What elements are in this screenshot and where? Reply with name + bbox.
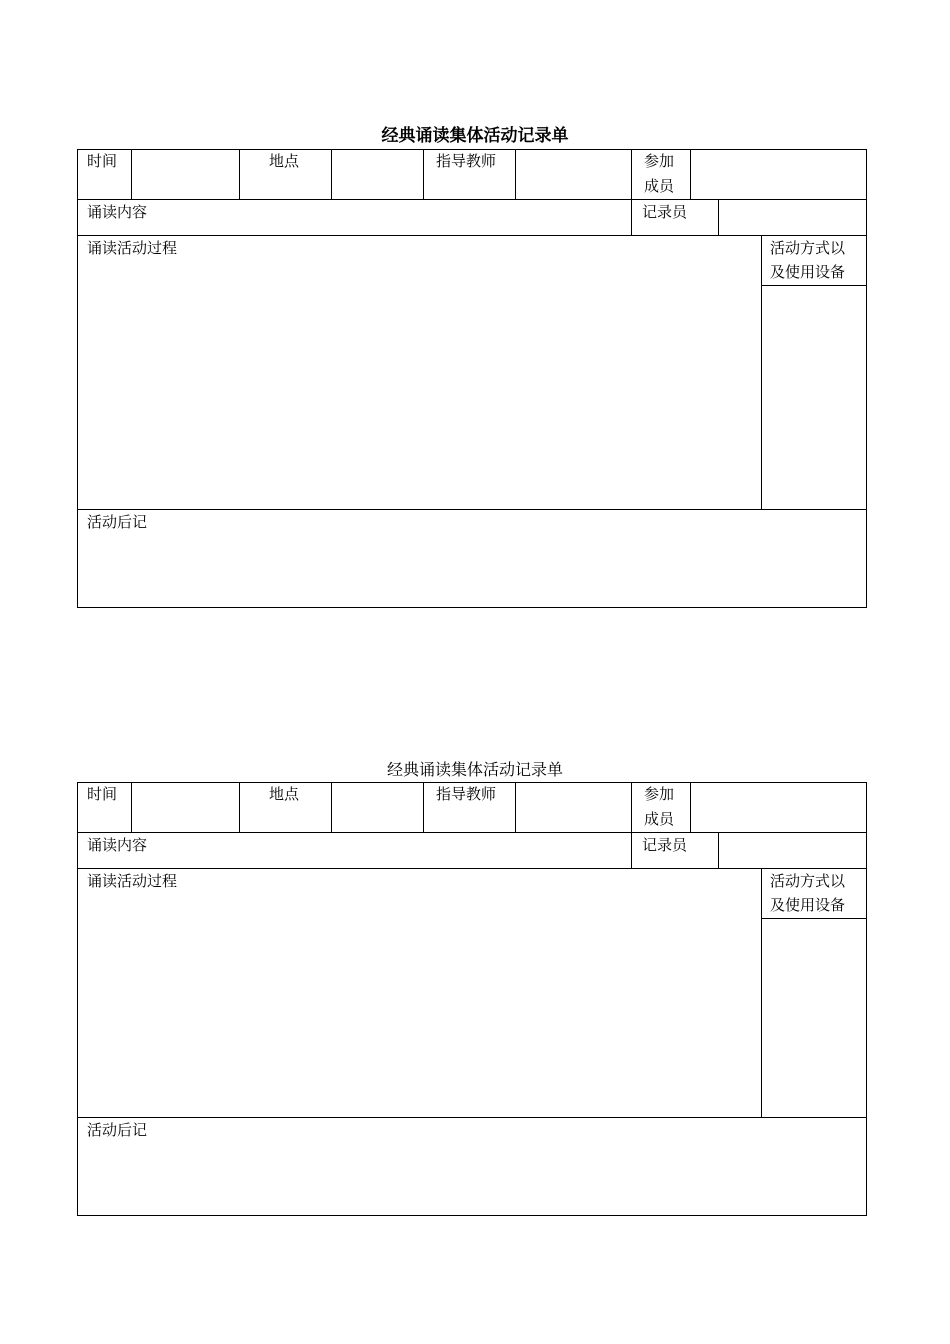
col-divider [515, 782, 516, 832]
time-label: 时间 [87, 785, 118, 803]
teacher-label: 指导教师 [436, 785, 497, 803]
col-divider [690, 782, 691, 832]
method-label-line1: 活动方式以 [770, 872, 846, 890]
process-label: 诵读活动过程 [87, 239, 178, 257]
record-form-table [77, 782, 867, 1216]
col-divider [718, 199, 719, 235]
col-divider [515, 149, 516, 199]
method-label-line2: 及使用设备 [770, 896, 846, 914]
process-label: 诵读活动过程 [87, 872, 178, 890]
location-label: 地点 [269, 152, 300, 170]
table-border-bottom [77, 607, 867, 608]
table-border-left [77, 149, 78, 608]
recorder-label: 记录员 [642, 203, 688, 221]
form-title: 经典诵读集体活动记录单 [381, 126, 569, 146]
col-divider [131, 782, 132, 832]
row-divider [77, 509, 867, 510]
col-divider [331, 149, 332, 199]
col-divider [239, 782, 240, 832]
participants-label-line2: 成员 [644, 177, 675, 195]
col-divider [423, 782, 424, 832]
notes-label: 活动后记 [87, 1121, 148, 1139]
col-divider [690, 149, 691, 199]
participants-label-line1: 参加 [644, 785, 675, 803]
row-divider [77, 235, 867, 236]
form-title: 经典诵读集体活动记录单 [386, 760, 563, 779]
teacher-label: 指导教师 [436, 152, 497, 170]
col-divider [131, 149, 132, 199]
notes-label: 活动后记 [87, 513, 148, 531]
record-form-table [77, 149, 867, 608]
col-divider [631, 782, 632, 868]
col-divider [761, 235, 762, 509]
method-label-line2: 及使用设备 [770, 263, 846, 281]
col-divider [718, 832, 719, 868]
table-border-right [866, 149, 867, 608]
col-divider [331, 782, 332, 832]
cell-divider [761, 918, 867, 919]
content-label: 诵读内容 [87, 203, 148, 221]
row-divider [77, 868, 867, 869]
col-divider [239, 149, 240, 199]
table-border-left [77, 782, 78, 1216]
table-border-right [866, 782, 867, 1216]
participants-label-line1: 参加 [644, 152, 675, 170]
row-divider [77, 1117, 867, 1118]
content-label: 诵读内容 [87, 836, 148, 854]
col-divider [761, 868, 762, 1117]
row-divider [77, 199, 867, 200]
cell-divider [761, 285, 867, 286]
col-divider [423, 149, 424, 199]
table-border-bottom [77, 1215, 867, 1216]
recorder-label: 记录员 [642, 836, 688, 854]
participants-label-line2: 成员 [644, 810, 675, 828]
col-divider [631, 149, 632, 235]
location-label: 地点 [269, 785, 300, 803]
row-divider [77, 832, 867, 833]
time-label: 时间 [87, 152, 118, 170]
method-label-line1: 活动方式以 [770, 239, 846, 257]
